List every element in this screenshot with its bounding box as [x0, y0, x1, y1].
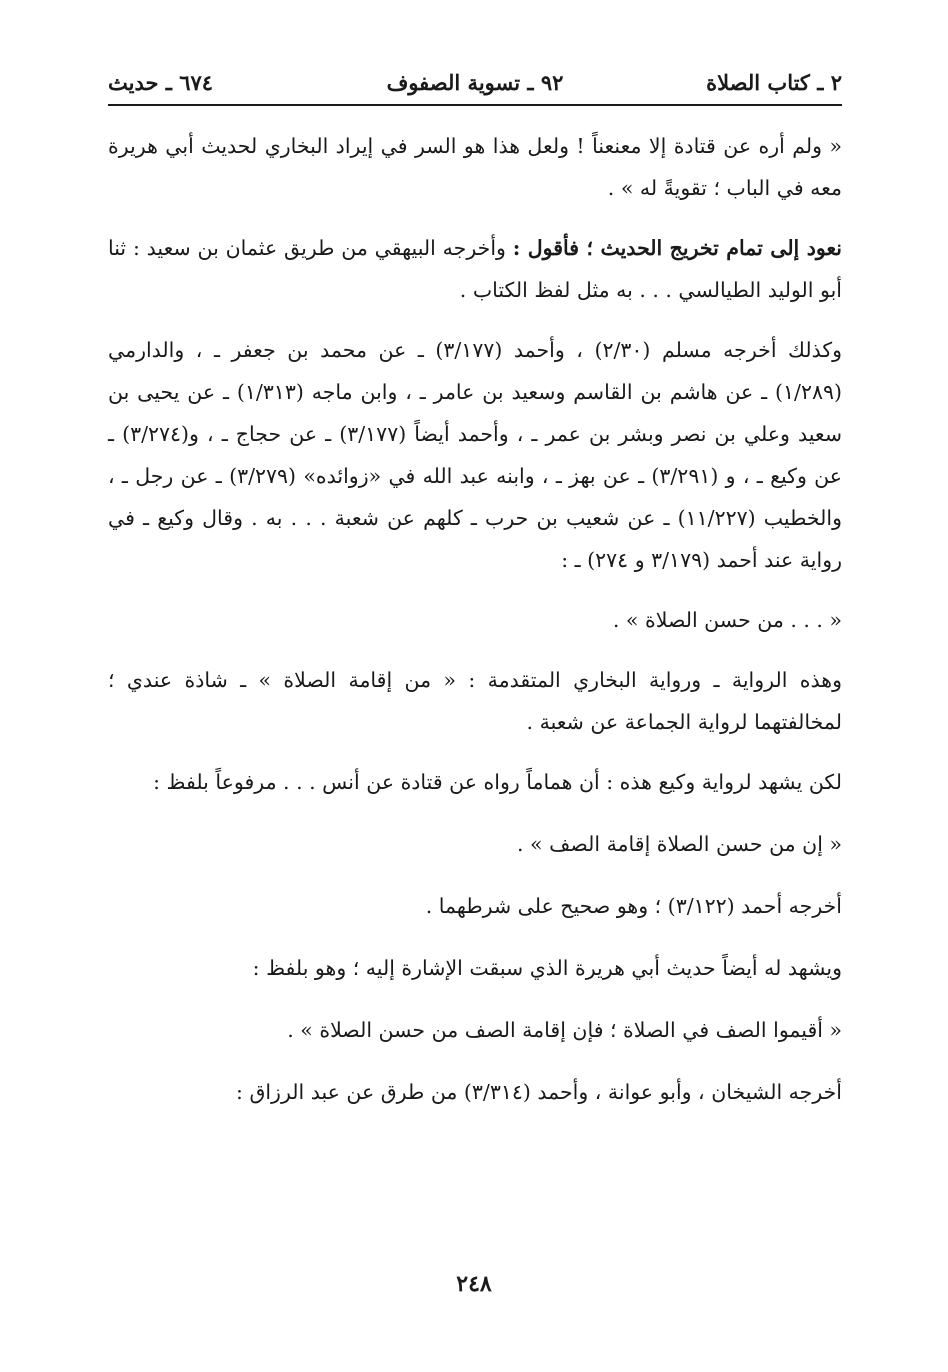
- page-number: ٢٤٨: [456, 1271, 492, 1297]
- header-hadith-number: ٦٧٤ ـ حديث: [108, 70, 214, 95]
- text-paragraph: [108, 227, 842, 311]
- quote-paragraph: « أقيموا الصف في الصلاة ؛ فإن إقامة الصف من حسن الصلاة » .: [287, 1018, 842, 1042]
- text-paragraph: وكذلك أخرجه مسلم (٢/٣٠) ، وأحمد (٣/١٧٧) ـ عن محمد بن جعفر ـ ، والدارمي (١/٢٨٩) ـ عن هاشم بن القاسم وسعيد بن عامر ـ ، وابن ماجه (١/٣١٣) ـ عن يحيى بن سعيد وعلي بن نصر وبشر بن عمر ـ ، وأحمد أيضاً (٣/١٧٧) ـ عن حجاج ـ ، و(٣/٢٧٤) ـ عن وكيع ـ ، و (٣/٢٩١) ـ عن بهز ـ ، وابنه عبد الله في «زوائده» (٣/٢٧٩) ـ عن رجل ـ ، والخطيب (١١/٢٢٧) ـ عن شعيب بن حرب ـ كلهم عن شعبة . . . به . وقال وكيع ـ في رواية عند أحمد (٣/١٧٩ و ٢٧٤) ـ :: [108, 338, 842, 572]
- quote-paragraph: « ولم أره عن قتادة إلا معنعناً ! ولعل هذا هو السر في إيراد البخاري لحديث أبي هريرة معه في الباب ؛ تقويةً له » .: [108, 134, 842, 200]
- quote-paragraph: « إن من حسن الصلاة إقامة الصف » .: [517, 832, 842, 856]
- quote-paragraph: « . . . من حسن الصلاة » .: [612, 608, 842, 632]
- running-header: [108, 64, 842, 102]
- header-chapter: ٢ ـ كتاب الصلاة: [706, 70, 842, 95]
- paragraph-lead: نعود إلى تمام تخريج الحديث ؛ فأقول :: [512, 236, 843, 260]
- header-section: ٩٢ ـ تسوية الصفوف: [386, 70, 564, 95]
- text-paragraph: أخرجه أحمد (٣/١٢٢) ؛ وهو صحيح على شرطهما .: [425, 894, 842, 918]
- paragraph-text: وأخرجه البيهقي من طريق عثمان بن سعيد : ثنا أبو الوليد الطيالسي . . . به مثل لفظ الكتاب .: [108, 236, 842, 302]
- text-paragraph: ويشهد له أيضاً حديث أبي هريرة الذي سبقت الإشارة إليه ؛ وهو بلفظ :: [252, 956, 842, 980]
- header-rule: [108, 104, 842, 106]
- text-paragraph: لكن يشهد لرواية وكيع هذه : أن هماماً رواه عن قتادة عن أنس . . . مرفوعاً بلفظ :: [153, 770, 842, 794]
- text-paragraph: أخرجه الشيخان ، وأبو عوانة ، وأحمد (٣/٣١٤) من طرق عن عبد الرزاق :: [236, 1080, 842, 1104]
- text-paragraph: وهذه الرواية ـ ورواية البخاري المتقدمة : « من إقامة الصلاة » ـ شاذة عندي ؛ لمخالفتهما لرواية الجماعة عن شعبة .: [108, 668, 842, 734]
- page-body: [108, 125, 842, 1113]
